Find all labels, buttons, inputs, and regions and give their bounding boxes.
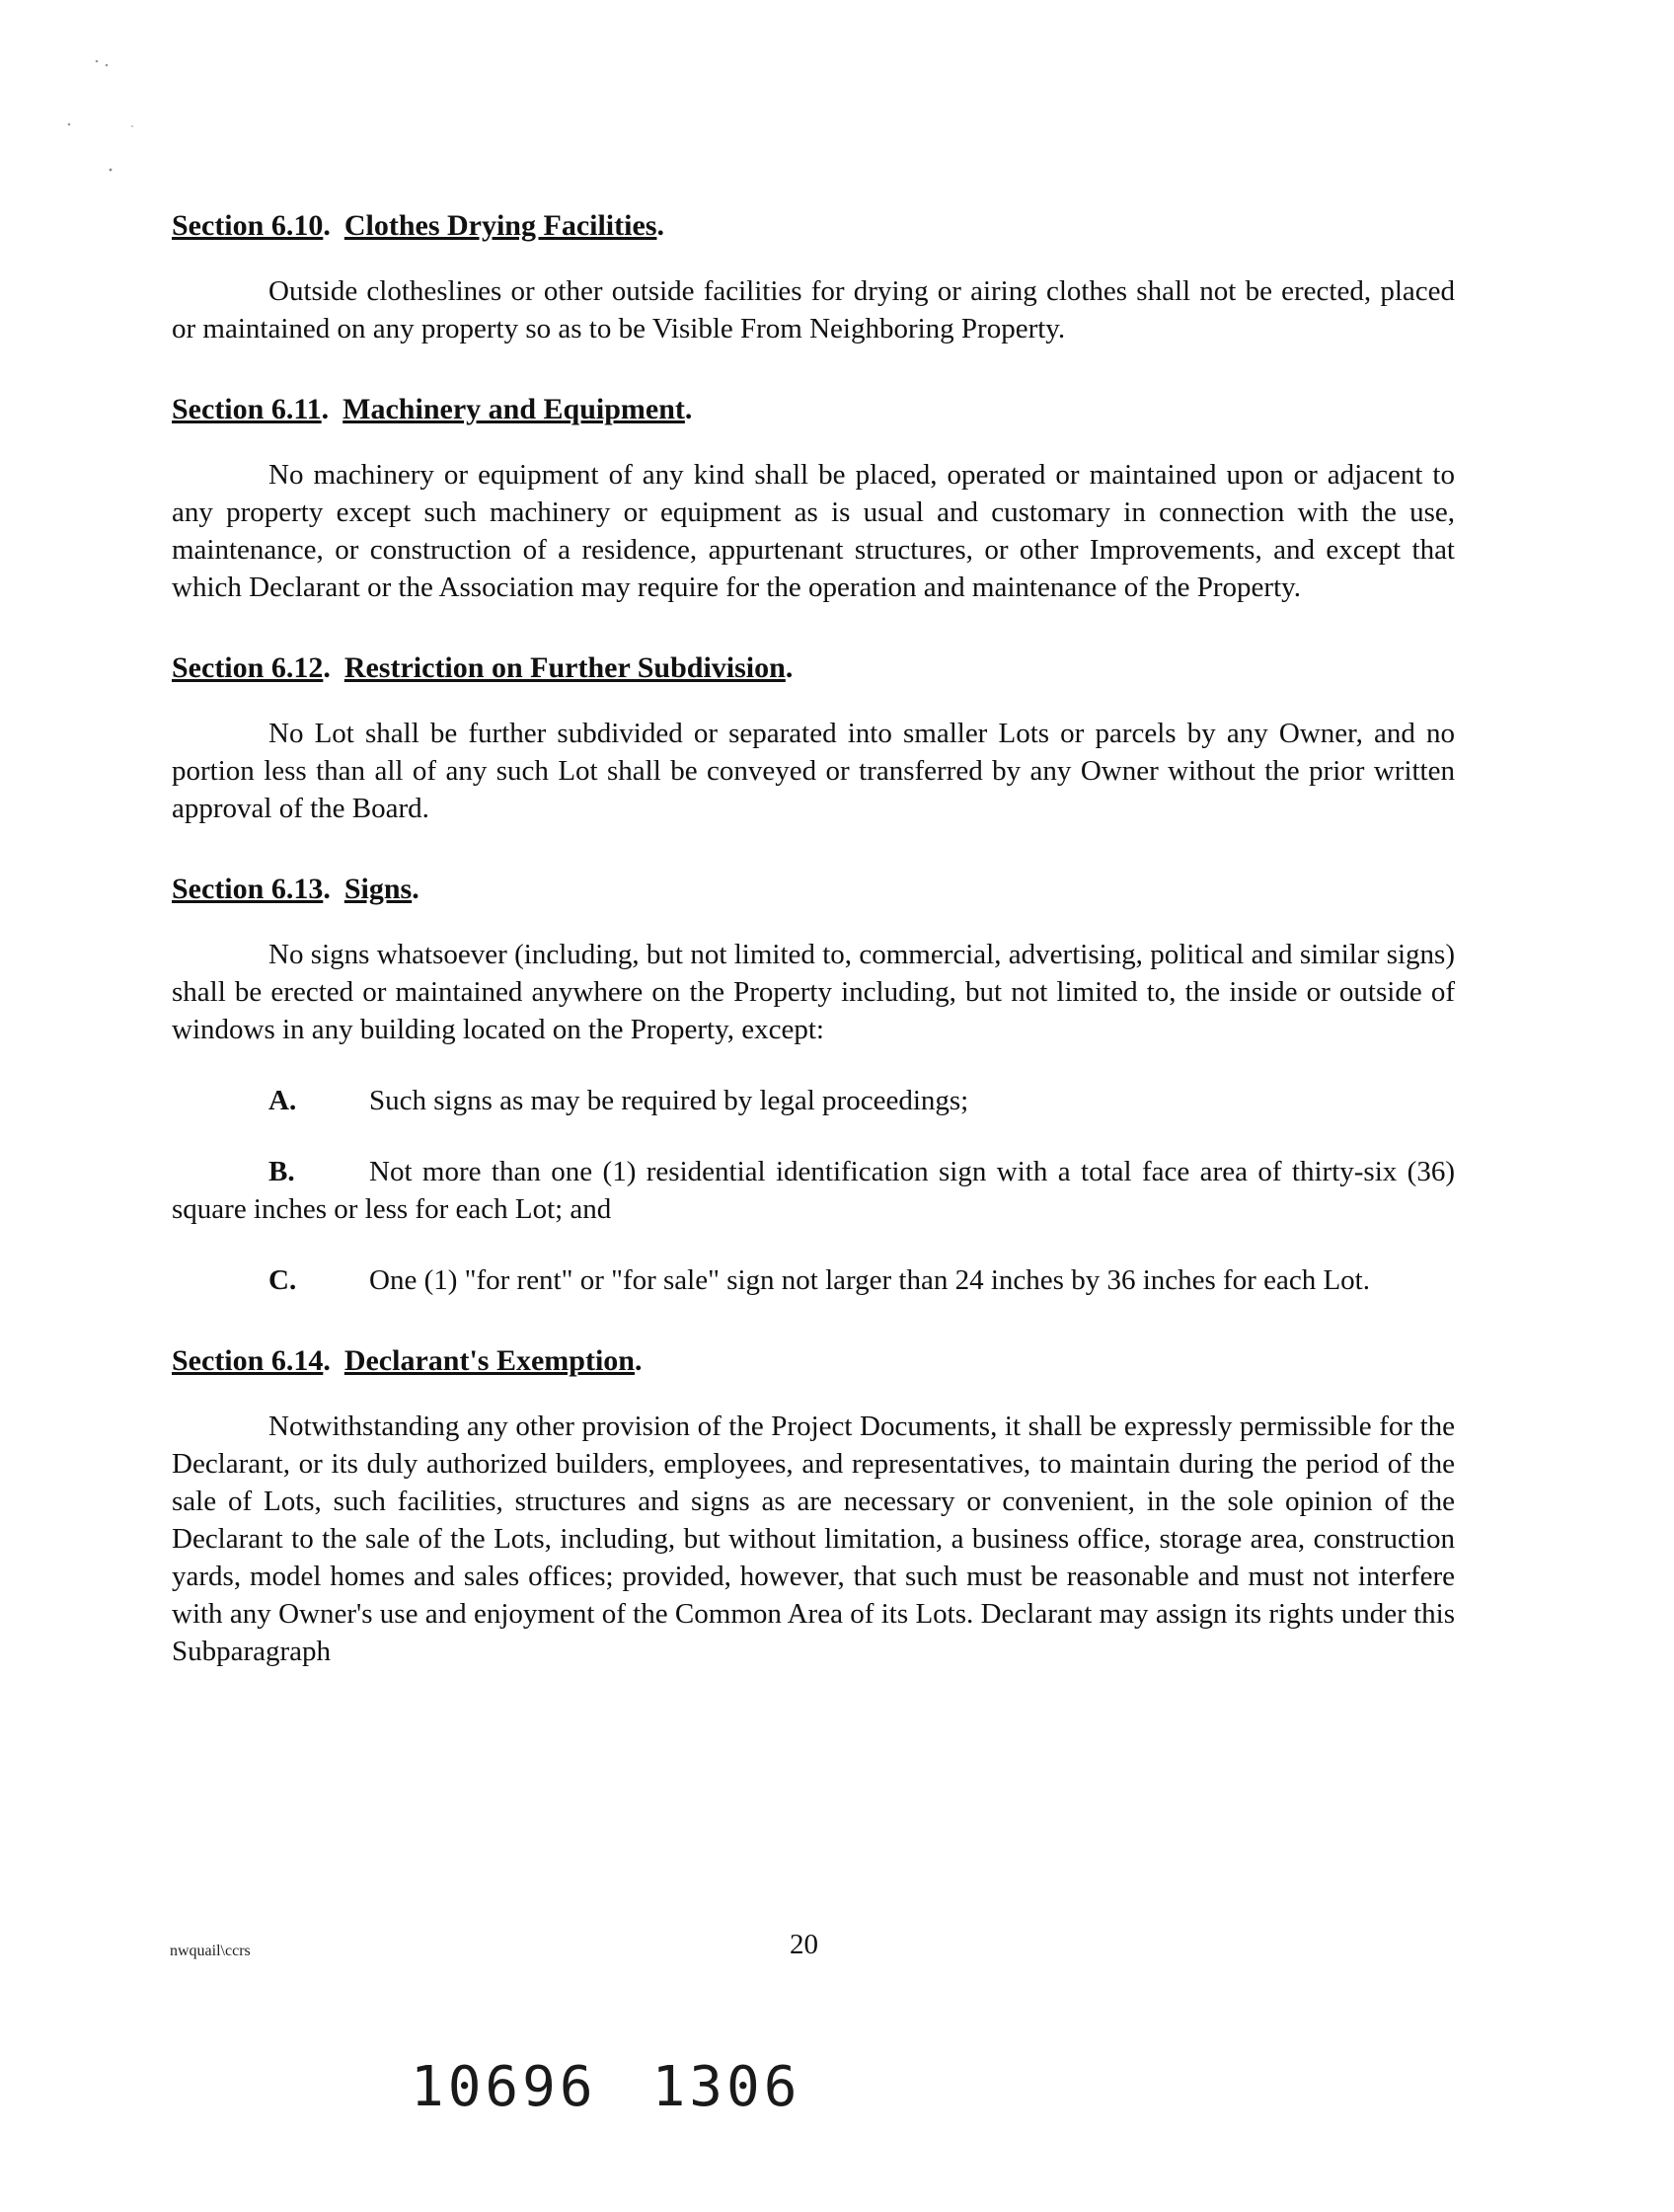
list-item-text: Not more than one (1) residential identification sign with a total face area of thirty-six (36) square inches or less for each Lot; and: [172, 1156, 1455, 1225]
section-heading: Section 6.11. Machinery and Equipment.: [172, 393, 693, 425]
section-6-13: [172, 871, 1455, 1299]
stamp-page-number: 1306: [651, 2055, 801, 2119]
section-paragraph: No machinery or equipment of any kind shall be placed, operated or maintained upon or adjacent to any property except such machinery or equipment as is usual and customary in connection with the use, maintenance, or construction of a residence, appurtenant structures, or other Improvements, and except that which Declarant or the Association may require for the operation and maintenance of the Property.: [172, 459, 1455, 603]
section-6-12: [172, 649, 1455, 827]
section-heading: Section 6.14. Declarant's Exemption.: [172, 1344, 643, 1377]
section-6-10: [172, 207, 1455, 347]
recording-stamp: [411, 2055, 800, 2119]
list-item-c: [172, 1261, 1455, 1299]
section-number: Section 6.12: [172, 651, 324, 684]
section-heading: Section 6.12. Restriction on Further Subdivision.: [172, 651, 794, 684]
section-heading: Section 6.10. Clothes Drying Facilities.: [172, 209, 664, 242]
section-6-14: [172, 1342, 1455, 1670]
list-item-a: [172, 1082, 1455, 1119]
section-number: Section 6.11: [172, 393, 322, 425]
list-item-letter: C.: [268, 1264, 297, 1296]
footer-file-reference: nwquail\ccrs: [170, 1943, 251, 1959]
section-number: Section 6.13: [172, 873, 324, 905]
section-number: Section 6.10: [172, 209, 324, 242]
section-paragraph: No Lot shall be further subdivided or separated into smaller Lots or parcels by any Owner, and no portion less than all of any such Lot shall be conveyed or transferred by any Owner without the prior written approval of the Board.: [172, 718, 1455, 824]
list-item-letter: A.: [268, 1085, 297, 1116]
document-body: [172, 207, 1455, 1714]
list-item-b: [172, 1153, 1455, 1228]
section-title: Machinery and Equipment: [342, 393, 685, 425]
list-item-letter: B.: [268, 1156, 295, 1187]
section-title: Declarant's Exemption: [343, 1344, 635, 1377]
section-6-11: [172, 391, 1455, 606]
section-paragraph: No signs whatsoever (including, but not limited to, commercial, advertising, political and similar signs) shall be erected or maintained anywhere on the Property including, but not limited to, the inside or outside of windows in any building located on the Property, except:: [172, 939, 1455, 1045]
section-title: Restriction on Further Subdivision: [343, 651, 786, 684]
section-paragraph: Notwithstanding any other provision of the Project Documents, it shall be expressly permissible for the Declarant, or its duly authorized builders, employees, and representatives, to maintain during the period of the sale of Lots, such facilities, structures and signs as are necessary or convenient, in the sole opinion of the Declarant to the sale of the Lots, including, but without limitation, a business office, storage area, construction yards, model homes and sales offices; provided, however, that such must be reasonable and must not interfere with any Owner's use and enjoyment of the Common Area of its Lots. Declarant may assign its rights under this Subparagraph: [172, 1411, 1455, 1667]
section-title: Clothes Drying Facilities: [343, 209, 657, 242]
section-title: Signs: [343, 873, 413, 905]
scan-specks: [39, 49, 138, 188]
list-item-text: One (1) "for rent" or "for sale" sign not larger than 24 inches by 36 inches for each Lot.: [369, 1264, 1370, 1296]
section-heading: Section 6.13. Signs.: [172, 873, 419, 905]
page-number: 20: [790, 1929, 818, 1960]
section-number: Section 6.14: [172, 1344, 324, 1377]
list-item-text: Such signs as may be required by legal proceedings;: [369, 1085, 969, 1116]
stamp-book-number: 10696: [411, 2055, 597, 2119]
section-paragraph: Outside clotheslines or other outside facilities for drying or airing clothes shall not be erected, placed or maintained on any property so as to be Visible From Neighboring Property.: [172, 275, 1455, 344]
